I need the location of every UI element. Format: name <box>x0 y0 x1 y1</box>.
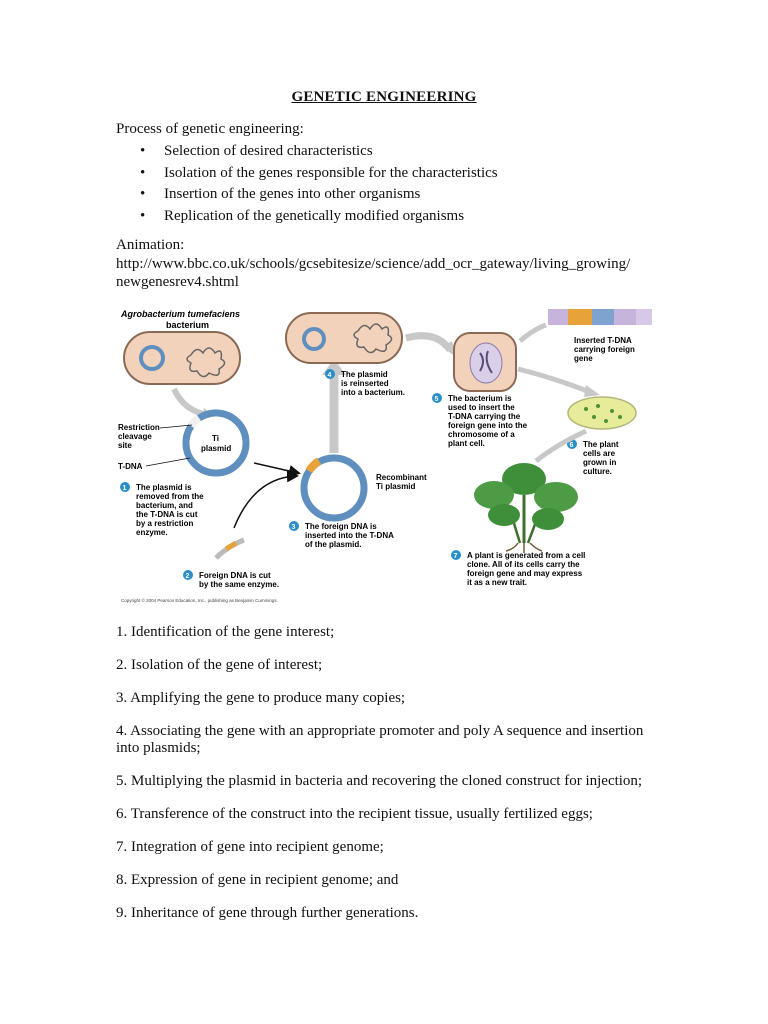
svg-text:The bacterium is: The bacterium is <box>448 394 512 403</box>
svg-text:by a restriction: by a restriction <box>136 519 194 528</box>
svg-text:Ti: Ti <box>212 434 219 443</box>
chromosome-strip <box>548 309 652 325</box>
genetic-engineering-diagram <box>116 303 656 608</box>
svg-text:is reinserted: is reinserted <box>341 379 389 388</box>
step2-caption <box>199 571 279 589</box>
arrow-gray-4 <box>520 325 546 341</box>
svg-text:6: 6 <box>569 442 574 449</box>
svg-text:7: 7 <box>453 553 458 560</box>
svg-text:3: 3 <box>291 524 296 531</box>
svg-text:The plant: The plant <box>583 440 619 449</box>
animation-url-line-1[interactable]: http://www.bbc.co.uk/schools/gcsebitesize/science/add_ocr_gateway/living_growing/ <box>116 256 631 272</box>
svg-text:gene: gene <box>574 354 593 363</box>
list-item: • Replication of the genetically modified organisms <box>140 206 498 228</box>
list-item: 8. Expression of gene in recipient genome; and <box>116 872 399 888</box>
animation-url[interactable] <box>116 255 676 291</box>
svg-text:Recombinant: Recombinant <box>376 473 427 482</box>
svg-text:foreign gene and may express: foreign gene and may express <box>467 569 583 578</box>
svg-text:the T-DNA is cut: the T-DNA is cut <box>136 510 198 519</box>
arrow-black-1 <box>254 463 298 473</box>
svg-text:inserted into the T-DNA: inserted into the T-DNA <box>305 531 394 540</box>
step4-caption <box>341 370 405 397</box>
svg-text:foreign gene into the: foreign gene into the <box>448 421 528 430</box>
svg-text:5: 5 <box>434 396 439 403</box>
arrow-gray-5 <box>518 369 592 393</box>
svg-text:The plasmid is: The plasmid is <box>136 483 192 492</box>
list-item: 5. Multiplying the plasmid in bacteria and recovering the cloned construct for injection; <box>116 773 643 789</box>
svg-text:2: 2 <box>185 573 190 580</box>
step7-caption <box>467 551 585 587</box>
recombinant-label <box>376 473 427 491</box>
list-item: 9. Inheritance of gene through further generations. <box>116 905 419 921</box>
nucleus <box>470 343 502 383</box>
svg-text:A plant is generated from a ce: A plant is generated from a cell <box>467 551 586 560</box>
svg-text:by the same enzyme.: by the same enzyme. <box>199 580 280 589</box>
svg-text:Foreign DNA is cut: Foreign DNA is cut <box>199 571 271 580</box>
page-title: GENETIC ENGINEERING <box>291 89 477 105</box>
svg-text:of the plasmid.: of the plasmid. <box>305 540 362 549</box>
arrow-gray-1 <box>174 389 208 415</box>
svg-text:plant cell.: plant cell. <box>448 439 485 448</box>
arrow-black-2 <box>234 476 296 528</box>
steps-list <box>116 624 656 938</box>
intro-text: Process of genetic engineering: <box>116 121 304 137</box>
petri-dish <box>568 397 636 429</box>
svg-text:clone. All of its cells carry: clone. All of its cells carry the <box>467 560 580 569</box>
restriction-label: Restriction <box>118 423 160 432</box>
svg-text:carrying foreign: carrying foreign <box>574 345 635 354</box>
inserted-tdna-label <box>574 336 635 363</box>
organism-label-2: bacterium <box>166 320 210 330</box>
svg-text:removed from the: removed from the <box>136 492 204 501</box>
animation-label: Animation: <box>116 237 185 253</box>
list-item: 3. Amplifying the gene to produce many copies; <box>116 690 406 706</box>
step1-caption <box>136 483 204 537</box>
svg-text:bacterium, and: bacterium, and <box>136 501 193 510</box>
list-item: 1. Identification of the gene interest; <box>116 624 335 640</box>
step5-caption <box>448 394 528 448</box>
list-item: 6. Transference of the construct into the recipient tissue, usually fertilized eggs; <box>116 806 593 822</box>
svg-text:The plasmid: The plasmid <box>341 370 388 379</box>
svg-text:site: site <box>118 441 132 450</box>
svg-text:The foreign DNA is: The foreign DNA is <box>305 522 377 531</box>
svg-text:culture.: culture. <box>583 467 612 476</box>
svg-text:Inserted T-DNA: Inserted T-DNA <box>574 336 632 345</box>
svg-text:into a bacterium.: into a bacterium. <box>341 388 406 397</box>
list-item: 7. Integration of gene into recipient genome; <box>116 839 384 855</box>
svg-text:4: 4 <box>327 372 332 379</box>
copyright-note: Copyright © 2004 Pearson Education, Inc., publishing as Benjamin Cummings. <box>121 598 278 603</box>
list-item: 4. Associating the gene with an appropriate promoter and poly A sequence and insertion into plasmids; <box>116 723 644 756</box>
svg-text:used to insert the: used to insert the <box>448 403 515 412</box>
svg-text:cleavage: cleavage <box>118 432 152 441</box>
list-item: 2. Isolation of the gene of interest; <box>116 657 323 673</box>
list-item: • Selection of desired characteristics <box>140 141 498 163</box>
svg-text:1: 1 <box>122 485 127 492</box>
svg-text:chromosome of a: chromosome of a <box>448 430 515 439</box>
tdna-label: T-DNA <box>118 462 143 471</box>
svg-text:enzyme.: enzyme. <box>136 528 168 537</box>
svg-text:Ti plasmid: Ti plasmid <box>376 482 416 491</box>
process-list <box>140 141 498 227</box>
svg-text:it as a new trait.: it as a new trait. <box>467 578 528 587</box>
animation-url-line-2[interactable]: newgenesrev4.shtml <box>116 274 239 290</box>
organism-label: Agrobacterium tumefaciens <box>121 309 241 319</box>
svg-text:plasmid: plasmid <box>201 444 232 453</box>
arrow-gray-6 <box>536 431 586 461</box>
step3-caption <box>305 522 394 549</box>
plant-illustration <box>474 463 578 553</box>
list-item: • Insertion of the genes into other organisms <box>140 184 498 206</box>
list-item: • Isolation of the genes responsible for the characteristics <box>140 163 498 185</box>
step6-caption <box>583 440 619 476</box>
svg-text:T-DNA carrying the: T-DNA carrying the <box>448 412 521 421</box>
svg-text:cells are: cells are <box>583 449 616 458</box>
svg-text:grown in: grown in <box>583 458 617 467</box>
